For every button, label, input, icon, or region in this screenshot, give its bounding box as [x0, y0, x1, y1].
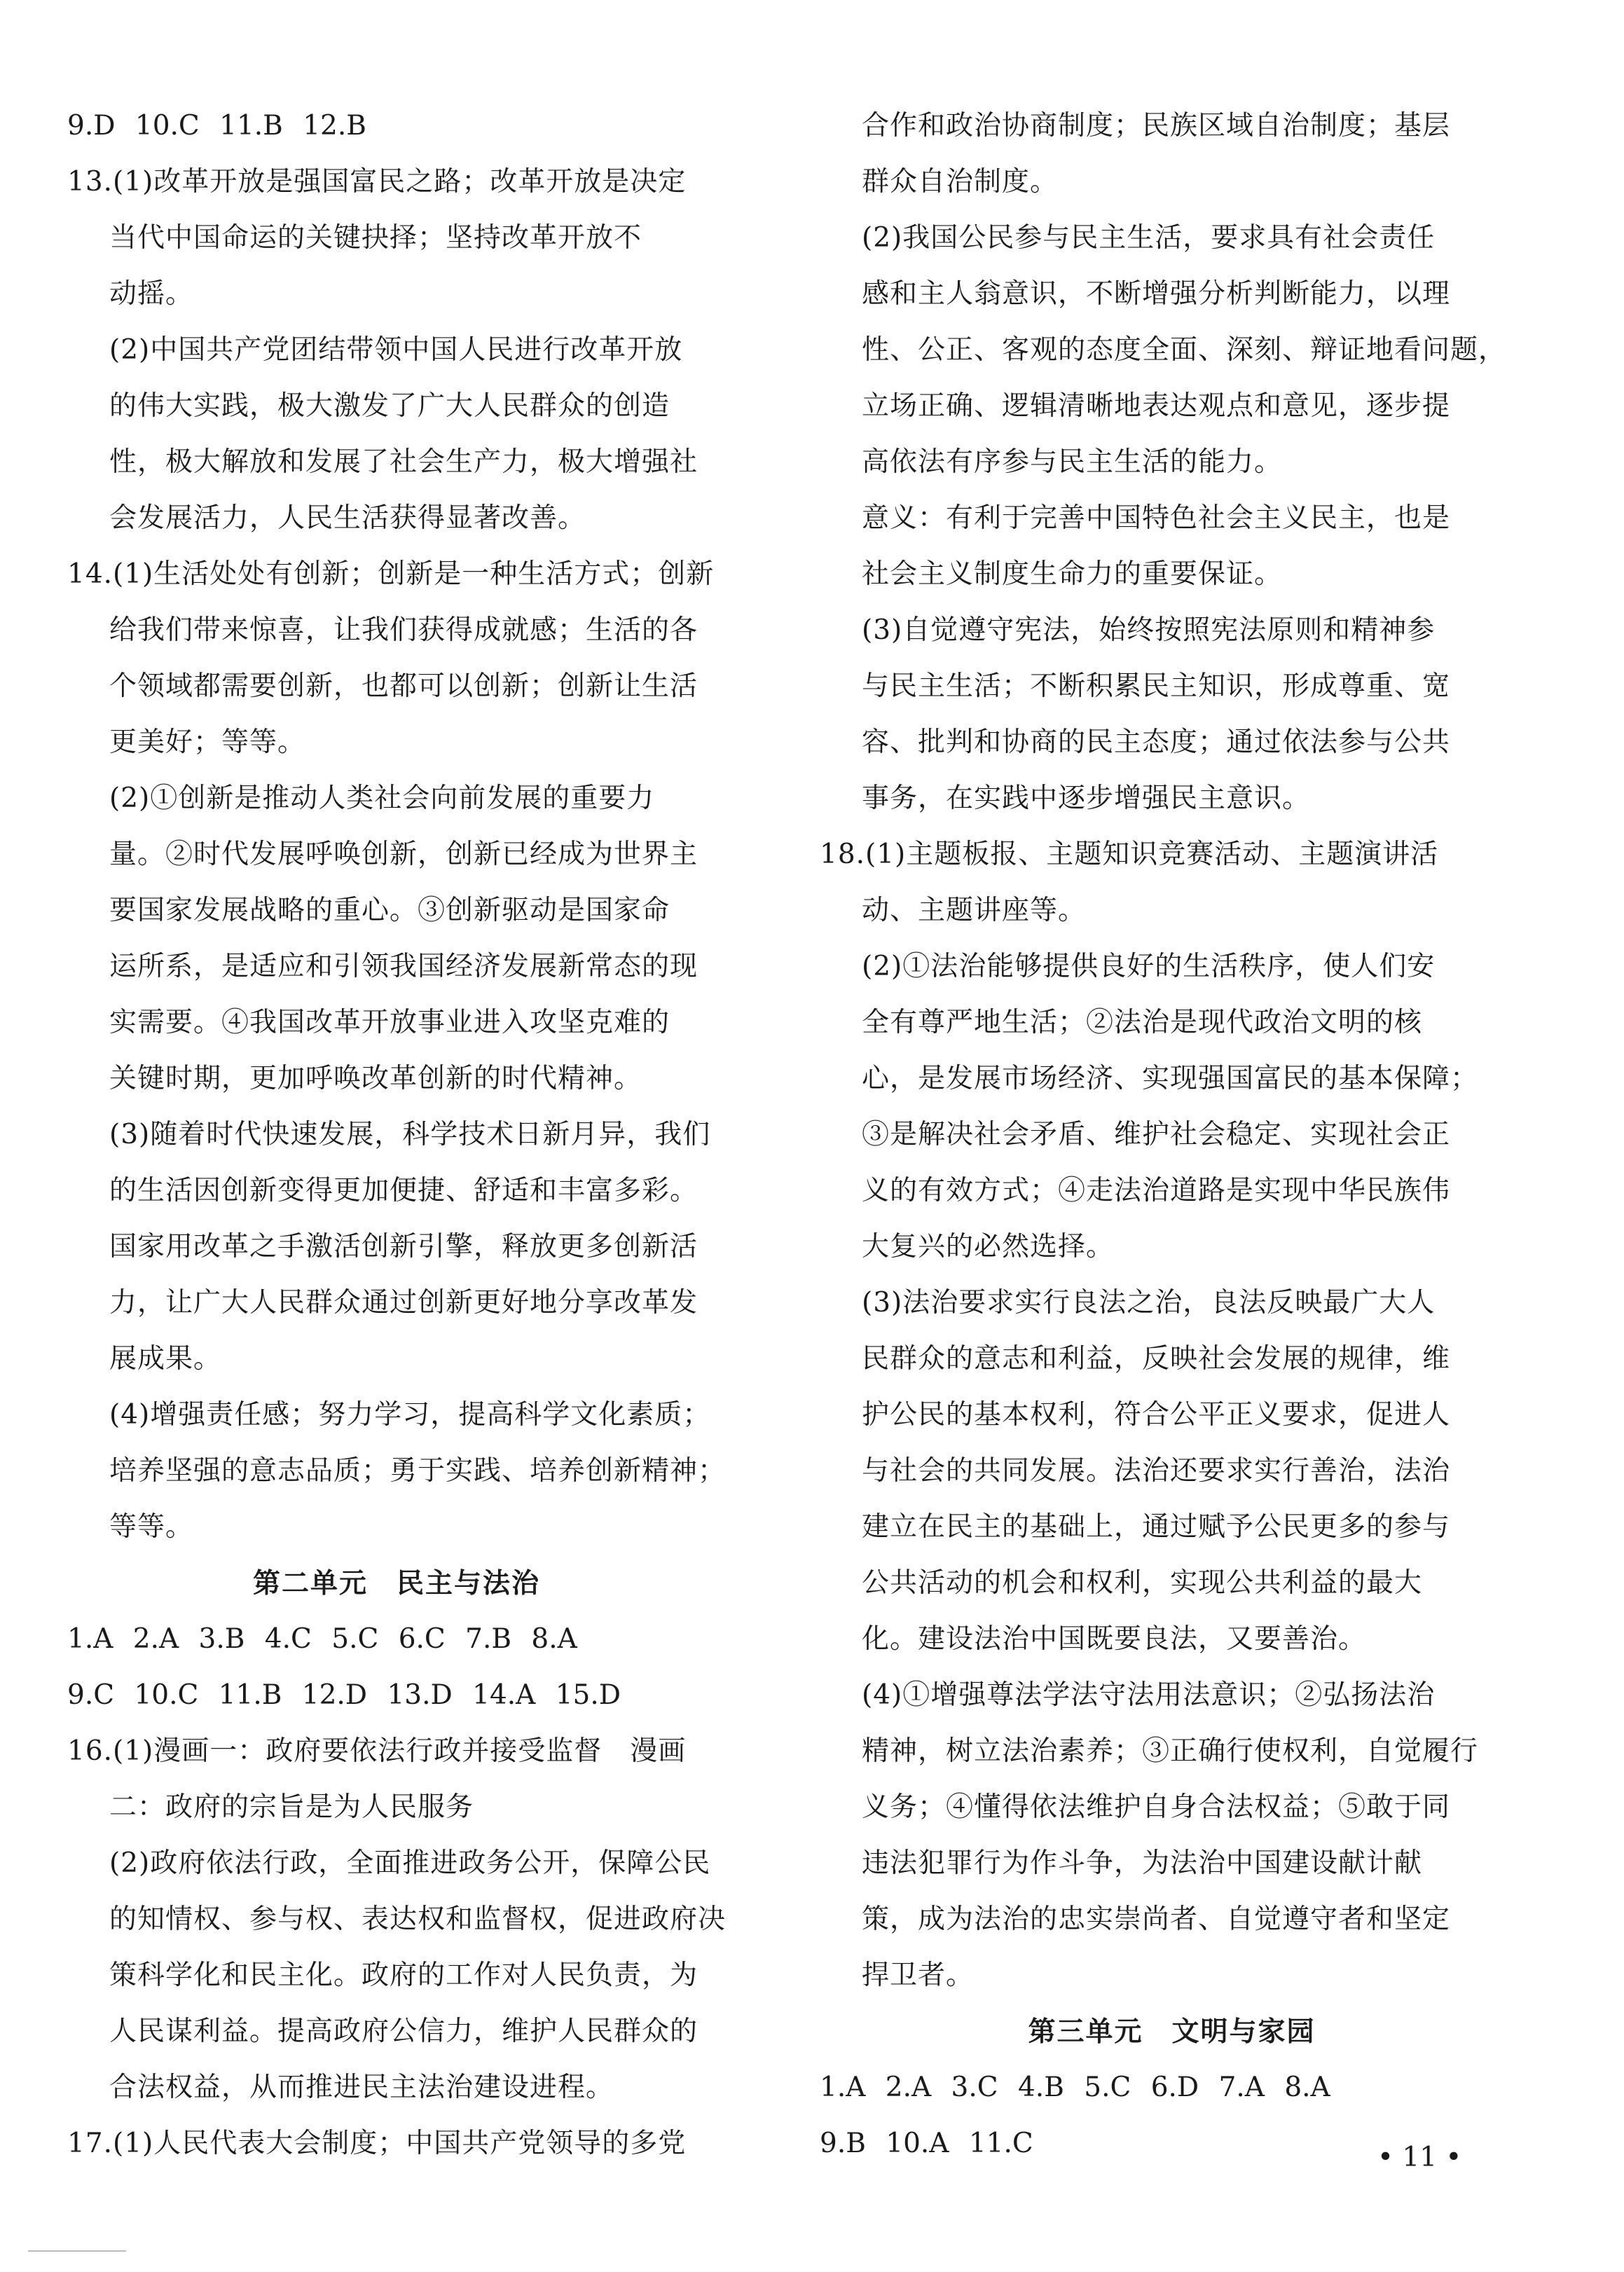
q16-line: 二：政府的宗旨是为人民服务 — [109, 1791, 474, 1823]
q16-line: 的知情权、参与权、表达权和监督权，促进政府决 — [109, 1903, 726, 1935]
q16-line: 人民谋利益。提高政府公信力，维护人民群众的 — [109, 2016, 699, 2047]
q14-line: (4)增强责任感；努力学习，提高科学文化素质； — [109, 1399, 711, 1431]
q17-line: 高依法有序参与民主生活的能力。 — [862, 446, 1283, 478]
q18-line: (2)①法治能够提供良好的生活秩序，使人们安 — [862, 951, 1436, 982]
q14-line: (3)随着时代快速发展，科学技术日新月异，我们 — [109, 1119, 711, 1150]
q14-line: 运所系，是适应和引领我国经济发展新常态的现 — [109, 951, 699, 982]
question-16 — [67, 1723, 726, 2116]
q14-line: 个领域都需要创新，也都可以创新；创新让生活 — [109, 670, 699, 702]
unit3-heading: 第三单元 文明与家园 — [1028, 2016, 1316, 2048]
q14-line: 量。②时代发展呼唤创新，创新已经成为世界主 — [109, 839, 699, 870]
q14-line: (2)①创新是推动人类社会向前发展的重要力 — [109, 783, 655, 814]
unit2-heading: 第二单元 民主与法治 — [252, 1567, 540, 1599]
q18-line: 大复兴的必然选择。 — [862, 1231, 1115, 1262]
q18-line: 违法犯罪行为作斗争，为法治中国建设献计献 — [862, 1847, 1423, 1879]
footer-rule — [28, 2250, 126, 2252]
q17-line: 群众自治制度。 — [862, 166, 1059, 198]
left-column — [67, 98, 726, 2172]
q14-line: 实需要。④我国改革开放事业进入攻坚克难的 — [109, 1007, 670, 1038]
q18-line: 与社会的共同发展。法治还要求实行善治，法治 — [862, 1455, 1451, 1487]
q17-line: 合作和政治协商制度；民族区域自治制度；基层 — [862, 110, 1451, 142]
q17-line: 性、公正、客观的态度全面、深刻、辩证地看问题， — [862, 334, 1507, 366]
q17-line: 社会主义制度生命力的重要保证。 — [862, 558, 1283, 590]
q18-line: (3)法治要求实行良法之治，良法反映最广大人 — [862, 1287, 1436, 1319]
q13-line: 的伟大实践，极大激发了广大人民群众的创造 — [109, 390, 670, 422]
unit3-answers-row-2: 9.B 10.A 11.C — [820, 2128, 1033, 2159]
q14-line: 培养坚强的意志品质；勇于实践、培养创新精神； — [109, 1455, 726, 1487]
q14-line: 等等。 — [109, 1511, 194, 1543]
q14-line: 的生活因创新变得更加便捷、舒适和丰富多彩。 — [109, 1175, 699, 1206]
q18-line: 护公民的基本权利，符合公平正义要求，促进人 — [862, 1399, 1451, 1431]
right-column — [820, 98, 1524, 2172]
question-18 — [820, 827, 1524, 2004]
q14-line: 给我们带来惊喜，让我们获得成就感；生活的各 — [109, 614, 699, 646]
q17-line: (2)我国公民参与民主生活，要求具有社会责任 — [862, 222, 1436, 254]
q17-line: 事务，在实践中逐步增强民主意识。 — [862, 783, 1311, 814]
q14-line: 14.(1)生活处处有创新；创新是一种生活方式；创新 — [67, 558, 715, 590]
q17-line: (3)自觉遵守宪法，始终按照宪法原则和精神参 — [862, 614, 1436, 646]
question-14 — [67, 546, 726, 1555]
q18-line: 捍卫者。 — [862, 1960, 975, 1991]
q17-line: 感和主人翁意识，不断增强分析判断能力，以理 — [862, 278, 1451, 310]
q17-line: 与民主生活；不断积累民主知识，形成尊重、宽 — [862, 670, 1451, 702]
unit2-answers-row-1: 1.A 2.A 3.B 4.C 5.C 6.C 7.B 8.A — [67, 1623, 577, 1655]
q14-line: 要国家发展战略的重心。③创新驱动是国家命 — [109, 895, 670, 926]
question-17-continued — [862, 98, 1524, 827]
q14-line: 力，让广大人民群众通过创新更好地分享改革发 — [109, 1287, 699, 1319]
q17-line: 17.(1)人民代表大会制度；中国共产党领导的多党 — [67, 2128, 687, 2159]
question-13 — [67, 154, 726, 546]
q13-line: 性，极大解放和发展了社会生产力，极大增强社 — [109, 446, 699, 478]
q13-line: 13.(1)改革开放是强国富民之路；改革开放是决定 — [67, 166, 687, 198]
q18-line: 全有尊严地生活；②法治是现代政治文明的核 — [862, 1007, 1423, 1038]
unit3-answers-row-1: 1.A 2.A 3.C 4.B 5.C 6.D 7.A 8.A — [820, 2072, 1330, 2103]
q13-line: 会发展活力，人民生活获得显著改善。 — [109, 502, 586, 534]
q18-line: 民群众的意志和利益，反映社会发展的规律，维 — [862, 1343, 1451, 1375]
q17-line: 意义：有利于完善中国特色社会主义民主，也是 — [862, 502, 1451, 534]
q18-line: 心，是发展市场经济、实现强国富民的基本保障； — [862, 1063, 1479, 1094]
page-number: • 11 • — [1377, 2142, 1462, 2173]
q14-line: 展成果。 — [109, 1343, 222, 1375]
q18-line: 化。建设法治中国既要良法，又要善治。 — [862, 1623, 1367, 1655]
q17-line: 立场正确、逻辑清晰地表达观点和意见，逐步提 — [862, 390, 1451, 422]
q18-line: 义的有效方式；④走法治道路是实现中华民族伟 — [862, 1175, 1451, 1206]
q17-line: 容、批判和协商的民主态度；通过依法参与公共 — [862, 727, 1451, 758]
answers-top: 9.D 10.C 11.B 12.B — [67, 110, 366, 142]
q16-line: 合法权益，从而推进民主法治建设进程。 — [109, 2072, 614, 2103]
q18-line: (4)①增强尊法学法守法用法意识；②弘扬法治 — [862, 1679, 1436, 1711]
q13-line: 动摇。 — [109, 278, 194, 310]
unit2-answers-row-2: 9.C 10.C 11.B 12.D 13.D 14.A 15.D — [67, 1679, 621, 1711]
q16-line: (2)政府依法行政，全面推进政务公开，保障公民 — [109, 1847, 711, 1879]
q18-line: 动、主题讲座等。 — [862, 895, 1087, 926]
q13-line: 当代中国命运的关键抉择；坚持改革开放不 — [109, 222, 642, 254]
q18-line: 公共活动的机会和权利，实现公共利益的最大 — [862, 1567, 1423, 1599]
q18-line: 义务；④懂得依法维护自身合法权益；⑤敢于同 — [862, 1791, 1451, 1823]
q18-line: ③是解决社会矛盾、维护社会稳定、实现社会正 — [862, 1119, 1451, 1150]
q14-line: 更美好；等等。 — [109, 727, 306, 758]
q13-line: (2)中国共产党团结带领中国人民进行改革开放 — [109, 334, 683, 366]
q14-line: 关键时期，更加呼唤改革创新的时代精神。 — [109, 1063, 642, 1094]
q14-line: 国家用改革之手激活创新引擎，释放更多创新活 — [109, 1231, 699, 1262]
q18-line: 建立在民主的基础上，通过赋予公民更多的参与 — [862, 1511, 1451, 1543]
q18-line: 18.(1)主题板报、主题知识竞赛活动、主题演讲活 — [820, 839, 1439, 870]
q18-line: 策，成为法治的忠实崇尚者、自觉遵守者和坚定 — [862, 1903, 1451, 1935]
q16-line: 16.(1)漫画一：政府要依法行政并接受监督 漫画 — [67, 1735, 687, 1767]
q18-line: 精神，树立法治素养；③正确行使权利，自觉履行 — [862, 1735, 1479, 1767]
q16-line: 策科学化和民主化。政府的工作对人民负责，为 — [109, 1960, 699, 1991]
